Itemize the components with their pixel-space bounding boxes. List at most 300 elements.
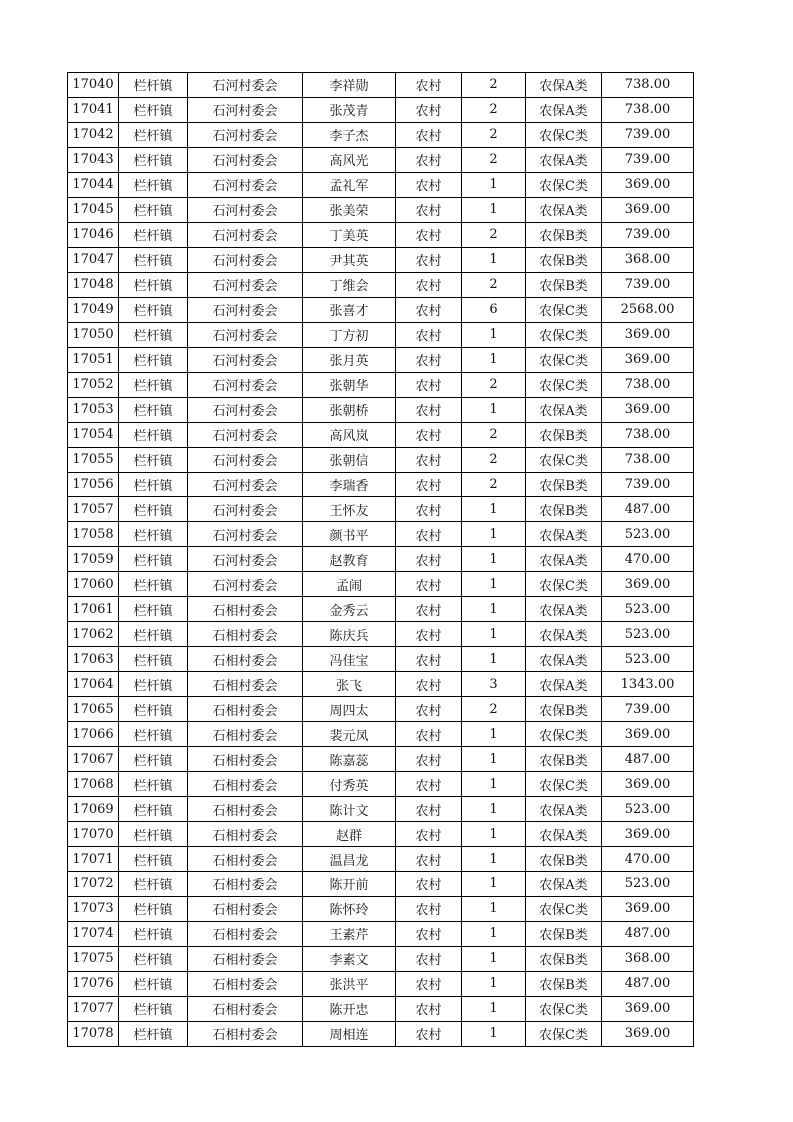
member-count-cell: 1 <box>462 322 526 347</box>
village-committee-cell: 石河村委会 <box>188 222 303 247</box>
insurance-class-cell: 农保B类 <box>526 747 602 772</box>
amount-cell: 369.00 <box>602 772 694 797</box>
person-name-cell: 尹其英 <box>303 247 396 272</box>
household-type-cell: 农村 <box>396 697 462 722</box>
town-cell: 栏杆镇 <box>119 697 188 722</box>
member-count-cell: 1 <box>462 822 526 847</box>
record-id-cell: 17056 <box>68 472 119 497</box>
village-committee-cell: 石相村委会 <box>188 597 303 622</box>
member-count-cell: 1 <box>462 722 526 747</box>
insurance-class-cell: 农保C类 <box>526 322 602 347</box>
record-id-cell: 17043 <box>68 147 119 172</box>
table-row <box>68 1021 694 1046</box>
record-id-cell: 17048 <box>68 272 119 297</box>
person-name-cell: 高风岚 <box>303 422 396 447</box>
table-row <box>68 497 694 522</box>
village-committee-cell: 石河村委会 <box>188 522 303 547</box>
amount-cell: 369.00 <box>602 322 694 347</box>
person-name-cell: 张朝信 <box>303 447 396 472</box>
insurance-class-cell: 农保C类 <box>526 996 602 1021</box>
table-row <box>68 971 694 996</box>
amount-cell: 739.00 <box>602 122 694 147</box>
record-id-cell: 17063 <box>68 647 119 672</box>
insurance-class-cell: 农保C类 <box>526 172 602 197</box>
village-committee-cell: 石河村委会 <box>188 272 303 297</box>
person-name-cell: 丁方初 <box>303 322 396 347</box>
amount-cell: 487.00 <box>602 971 694 996</box>
amount-cell: 470.00 <box>602 547 694 572</box>
town-cell: 栏杆镇 <box>119 672 188 697</box>
amount-cell: 739.00 <box>602 697 694 722</box>
insurance-class-cell: 农保C类 <box>526 447 602 472</box>
person-name-cell: 孟礼军 <box>303 172 396 197</box>
village-committee-cell: 石相村委会 <box>188 847 303 872</box>
insurance-class-cell: 农保C类 <box>526 722 602 747</box>
town-cell: 栏杆镇 <box>119 472 188 497</box>
record-id-cell: 17053 <box>68 397 119 422</box>
village-committee-cell: 石河村委会 <box>188 322 303 347</box>
member-count-cell: 2 <box>462 472 526 497</box>
record-id-cell: 17062 <box>68 622 119 647</box>
person-name-cell: 李素文 <box>303 946 396 971</box>
member-count-cell: 2 <box>462 122 526 147</box>
person-name-cell: 裴元凤 <box>303 722 396 747</box>
village-committee-cell: 石相村委会 <box>188 896 303 921</box>
household-type-cell: 农村 <box>396 247 462 272</box>
table-row <box>68 872 694 897</box>
member-count-cell: 1 <box>462 971 526 996</box>
insurance-class-cell: 农保A类 <box>526 797 602 822</box>
member-count-cell: 1 <box>462 522 526 547</box>
table-row <box>68 697 694 722</box>
insurance-class-cell: 农保A类 <box>526 547 602 572</box>
household-type-cell: 农村 <box>396 672 462 697</box>
member-count-cell: 2 <box>462 447 526 472</box>
record-id-cell: 17060 <box>68 572 119 597</box>
household-type-cell: 农村 <box>396 896 462 921</box>
table-row <box>68 996 694 1021</box>
household-type-cell: 农村 <box>396 372 462 397</box>
town-cell: 栏杆镇 <box>119 971 188 996</box>
person-name-cell: 陈开前 <box>303 872 396 897</box>
record-id-cell: 17077 <box>68 996 119 1021</box>
person-name-cell: 陈计文 <box>303 797 396 822</box>
insurance-class-cell: 农保C类 <box>526 297 602 322</box>
household-type-cell: 农村 <box>396 497 462 522</box>
amount-cell: 470.00 <box>602 847 694 872</box>
table-row <box>68 172 694 197</box>
town-cell: 栏杆镇 <box>119 447 188 472</box>
village-committee-cell: 石河村委会 <box>188 572 303 597</box>
record-id-cell: 17059 <box>68 547 119 572</box>
record-id-cell: 17046 <box>68 222 119 247</box>
table-row <box>68 422 694 447</box>
record-id-cell: 17073 <box>68 896 119 921</box>
member-count-cell: 1 <box>462 872 526 897</box>
table-row <box>68 547 694 572</box>
town-cell: 栏杆镇 <box>119 622 188 647</box>
village-committee-cell: 石河村委会 <box>188 497 303 522</box>
amount-cell: 487.00 <box>602 747 694 772</box>
village-committee-cell: 石相村委会 <box>188 822 303 847</box>
person-name-cell: 陈嘉蕊 <box>303 747 396 772</box>
household-type-cell: 农村 <box>396 522 462 547</box>
village-committee-cell: 石相村委会 <box>188 872 303 897</box>
person-name-cell: 张朝华 <box>303 372 396 397</box>
record-id-cell: 17066 <box>68 722 119 747</box>
village-committee-cell: 石相村委会 <box>188 921 303 946</box>
town-cell: 栏杆镇 <box>119 996 188 1021</box>
record-id-cell: 17065 <box>68 697 119 722</box>
village-committee-cell: 石河村委会 <box>188 297 303 322</box>
village-committee-cell: 石河村委会 <box>188 397 303 422</box>
record-id-cell: 17061 <box>68 597 119 622</box>
member-count-cell: 1 <box>462 647 526 672</box>
record-id-cell: 17050 <box>68 322 119 347</box>
household-type-cell: 农村 <box>396 222 462 247</box>
table-row <box>68 197 694 222</box>
household-type-cell: 农村 <box>396 597 462 622</box>
household-type-cell: 农村 <box>396 297 462 322</box>
village-committee-cell: 石河村委会 <box>188 472 303 497</box>
village-committee-cell: 石相村委会 <box>188 647 303 672</box>
village-committee-cell: 石河村委会 <box>188 73 303 98</box>
insurance-class-cell: 农保B类 <box>526 272 602 297</box>
table-row <box>68 447 694 472</box>
town-cell: 栏杆镇 <box>119 272 188 297</box>
town-cell: 栏杆镇 <box>119 397 188 422</box>
town-cell: 栏杆镇 <box>119 372 188 397</box>
member-count-cell: 1 <box>462 597 526 622</box>
town-cell: 栏杆镇 <box>119 347 188 372</box>
amount-cell: 739.00 <box>602 272 694 297</box>
amount-cell: 523.00 <box>602 872 694 897</box>
person-name-cell: 丁维会 <box>303 272 396 297</box>
table-row <box>68 896 694 921</box>
member-count-cell: 1 <box>462 572 526 597</box>
household-type-cell: 农村 <box>396 122 462 147</box>
town-cell: 栏杆镇 <box>119 822 188 847</box>
record-id-cell: 17054 <box>68 422 119 447</box>
insurance-class-cell: 农保A类 <box>526 647 602 672</box>
amount-cell: 739.00 <box>602 222 694 247</box>
town-cell: 栏杆镇 <box>119 747 188 772</box>
household-type-cell: 农村 <box>396 97 462 122</box>
insurance-class-cell: 农保A类 <box>526 197 602 222</box>
household-type-cell: 农村 <box>396 847 462 872</box>
village-committee-cell: 石相村委会 <box>188 971 303 996</box>
town-cell: 栏杆镇 <box>119 322 188 347</box>
household-type-cell: 农村 <box>396 822 462 847</box>
table-body <box>68 73 694 1047</box>
amount-cell: 369.00 <box>602 397 694 422</box>
record-id-cell: 17055 <box>68 447 119 472</box>
insurance-class-cell: 农保C类 <box>526 372 602 397</box>
member-count-cell: 2 <box>462 272 526 297</box>
member-count-cell: 1 <box>462 622 526 647</box>
table-row <box>68 247 694 272</box>
household-type-cell: 农村 <box>396 772 462 797</box>
table-row <box>68 322 694 347</box>
insurance-class-cell: 农保A类 <box>526 622 602 647</box>
household-type-cell: 农村 <box>396 73 462 98</box>
person-name-cell: 李瑞香 <box>303 472 396 497</box>
amount-cell: 368.00 <box>602 946 694 971</box>
member-count-cell: 2 <box>462 73 526 98</box>
insurance-class-cell: 农保B类 <box>526 946 602 971</box>
person-name-cell: 陈庆兵 <box>303 622 396 647</box>
member-count-cell: 1 <box>462 397 526 422</box>
record-id-cell: 17070 <box>68 822 119 847</box>
person-name-cell: 张美荣 <box>303 197 396 222</box>
amount-cell: 369.00 <box>602 197 694 222</box>
member-count-cell: 1 <box>462 747 526 772</box>
village-committee-cell: 石相村委会 <box>188 1021 303 1046</box>
table-row <box>68 797 694 822</box>
town-cell: 栏杆镇 <box>119 772 188 797</box>
household-type-cell: 农村 <box>396 722 462 747</box>
table-row <box>68 347 694 372</box>
table-row <box>68 397 694 422</box>
record-id-cell: 17064 <box>68 672 119 697</box>
town-cell: 栏杆镇 <box>119 172 188 197</box>
insurance-class-cell: 农保C类 <box>526 572 602 597</box>
table-row <box>68 97 694 122</box>
table-row <box>68 122 694 147</box>
table-row <box>68 472 694 497</box>
amount-cell: 369.00 <box>602 172 694 197</box>
household-type-cell: 农村 <box>396 147 462 172</box>
village-committee-cell: 石河村委会 <box>188 347 303 372</box>
town-cell: 栏杆镇 <box>119 847 188 872</box>
member-count-cell: 1 <box>462 547 526 572</box>
village-committee-cell: 石河村委会 <box>188 122 303 147</box>
amount-cell: 738.00 <box>602 447 694 472</box>
records-table <box>67 72 694 1047</box>
town-cell: 栏杆镇 <box>119 122 188 147</box>
amount-cell: 369.00 <box>602 822 694 847</box>
village-committee-cell: 石相村委会 <box>188 996 303 1021</box>
household-type-cell: 农村 <box>396 872 462 897</box>
village-committee-cell: 石河村委会 <box>188 197 303 222</box>
table-row <box>68 747 694 772</box>
record-id-cell: 17071 <box>68 847 119 872</box>
member-count-cell: 1 <box>462 996 526 1021</box>
town-cell: 栏杆镇 <box>119 222 188 247</box>
table-row <box>68 847 694 872</box>
amount-cell: 487.00 <box>602 921 694 946</box>
person-name-cell: 陈怀玲 <box>303 896 396 921</box>
record-id-cell: 17072 <box>68 872 119 897</box>
insurance-class-cell: 农保B类 <box>526 497 602 522</box>
town-cell: 栏杆镇 <box>119 547 188 572</box>
person-name-cell: 周四太 <box>303 697 396 722</box>
household-type-cell: 农村 <box>396 197 462 222</box>
member-count-cell: 1 <box>462 172 526 197</box>
household-type-cell: 农村 <box>396 946 462 971</box>
table-row <box>68 522 694 547</box>
record-id-cell: 17069 <box>68 797 119 822</box>
table-row <box>68 647 694 672</box>
amount-cell: 738.00 <box>602 372 694 397</box>
village-committee-cell: 石相村委会 <box>188 747 303 772</box>
table-row <box>68 572 694 597</box>
table-row <box>68 597 694 622</box>
town-cell: 栏杆镇 <box>119 797 188 822</box>
household-type-cell: 农村 <box>396 472 462 497</box>
record-id-cell: 17068 <box>68 772 119 797</box>
insurance-class-cell: 农保B类 <box>526 971 602 996</box>
town-cell: 栏杆镇 <box>119 522 188 547</box>
record-id-cell: 17078 <box>68 1021 119 1046</box>
table-row <box>68 772 694 797</box>
person-name-cell: 王素芹 <box>303 921 396 946</box>
person-name-cell: 李祥勋 <box>303 73 396 98</box>
insurance-class-cell: 农保C类 <box>526 1021 602 1046</box>
record-id-cell: 17058 <box>68 522 119 547</box>
household-type-cell: 农村 <box>396 747 462 772</box>
table-row <box>68 222 694 247</box>
town-cell: 栏杆镇 <box>119 722 188 747</box>
record-id-cell: 17051 <box>68 347 119 372</box>
member-count-cell: 2 <box>462 222 526 247</box>
town-cell: 栏杆镇 <box>119 647 188 672</box>
town-cell: 栏杆镇 <box>119 896 188 921</box>
amount-cell: 523.00 <box>602 797 694 822</box>
record-id-cell: 17074 <box>68 921 119 946</box>
town-cell: 栏杆镇 <box>119 872 188 897</box>
town-cell: 栏杆镇 <box>119 1021 188 1046</box>
household-type-cell: 农村 <box>396 921 462 946</box>
record-id-cell: 17041 <box>68 97 119 122</box>
person-name-cell: 温昌龙 <box>303 847 396 872</box>
insurance-class-cell: 农保B类 <box>526 847 602 872</box>
member-count-cell: 1 <box>462 921 526 946</box>
insurance-class-cell: 农保C类 <box>526 347 602 372</box>
town-cell: 栏杆镇 <box>119 247 188 272</box>
record-id-cell: 17044 <box>68 172 119 197</box>
amount-cell: 738.00 <box>602 73 694 98</box>
household-type-cell: 农村 <box>396 272 462 297</box>
member-count-cell: 1 <box>462 197 526 222</box>
record-id-cell: 17042 <box>68 122 119 147</box>
village-committee-cell: 石河村委会 <box>188 547 303 572</box>
record-id-cell: 17076 <box>68 971 119 996</box>
household-type-cell: 农村 <box>396 971 462 996</box>
amount-cell: 523.00 <box>602 522 694 547</box>
amount-cell: 523.00 <box>602 597 694 622</box>
insurance-class-cell: 农保B类 <box>526 697 602 722</box>
household-type-cell: 农村 <box>396 447 462 472</box>
amount-cell: 738.00 <box>602 422 694 447</box>
town-cell: 栏杆镇 <box>119 946 188 971</box>
person-name-cell: 周相连 <box>303 1021 396 1046</box>
village-committee-cell: 石河村委会 <box>188 147 303 172</box>
town-cell: 栏杆镇 <box>119 197 188 222</box>
amount-cell: 523.00 <box>602 647 694 672</box>
table-row <box>68 73 694 98</box>
table-row <box>68 372 694 397</box>
person-name-cell: 张月英 <box>303 347 396 372</box>
table-row <box>68 272 694 297</box>
member-count-cell: 3 <box>462 672 526 697</box>
household-type-cell: 农村 <box>396 547 462 572</box>
household-type-cell: 农村 <box>396 622 462 647</box>
amount-cell: 739.00 <box>602 472 694 497</box>
member-count-cell: 2 <box>462 422 526 447</box>
person-name-cell: 金秀云 <box>303 597 396 622</box>
member-count-cell: 1 <box>462 497 526 522</box>
town-cell: 栏杆镇 <box>119 921 188 946</box>
insurance-class-cell: 农保C类 <box>526 772 602 797</box>
person-name-cell: 赵群 <box>303 822 396 847</box>
household-type-cell: 农村 <box>396 996 462 1021</box>
insurance-class-cell: 农保B类 <box>526 422 602 447</box>
amount-cell: 738.00 <box>602 97 694 122</box>
person-name-cell: 付秀英 <box>303 772 396 797</box>
member-count-cell: 1 <box>462 1021 526 1046</box>
town-cell: 栏杆镇 <box>119 597 188 622</box>
record-id-cell: 17067 <box>68 747 119 772</box>
amount-cell: 487.00 <box>602 497 694 522</box>
member-count-cell: 2 <box>462 372 526 397</box>
person-name-cell: 张洪平 <box>303 971 396 996</box>
household-type-cell: 农村 <box>396 172 462 197</box>
amount-cell: 739.00 <box>602 147 694 172</box>
village-committee-cell: 石相村委会 <box>188 722 303 747</box>
person-name-cell: 赵教育 <box>303 547 396 572</box>
person-name-cell: 李子杰 <box>303 122 396 147</box>
insurance-class-cell: 农保A类 <box>526 672 602 697</box>
member-count-cell: 6 <box>462 297 526 322</box>
village-committee-cell: 石相村委会 <box>188 946 303 971</box>
village-committee-cell: 石河村委会 <box>188 447 303 472</box>
town-cell: 栏杆镇 <box>119 73 188 98</box>
person-name-cell: 张朝桥 <box>303 397 396 422</box>
member-count-cell: 1 <box>462 847 526 872</box>
village-committee-cell: 石相村委会 <box>188 697 303 722</box>
person-name-cell: 丁美英 <box>303 222 396 247</box>
person-name-cell: 张飞 <box>303 672 396 697</box>
village-committee-cell: 石河村委会 <box>188 97 303 122</box>
household-type-cell: 农村 <box>396 422 462 447</box>
table-row <box>68 297 694 322</box>
member-count-cell: 2 <box>462 147 526 172</box>
record-id-cell: 17052 <box>68 372 119 397</box>
household-type-cell: 农村 <box>396 797 462 822</box>
person-name-cell: 张喜才 <box>303 297 396 322</box>
amount-cell: 369.00 <box>602 1021 694 1046</box>
person-name-cell: 颜书平 <box>303 522 396 547</box>
insurance-class-cell: 农保A类 <box>526 822 602 847</box>
member-count-cell: 1 <box>462 347 526 372</box>
household-type-cell: 农村 <box>396 347 462 372</box>
insurance-class-cell: 农保B类 <box>526 472 602 497</box>
insurance-class-cell: 农保A类 <box>526 147 602 172</box>
town-cell: 栏杆镇 <box>119 497 188 522</box>
member-count-cell: 1 <box>462 247 526 272</box>
record-id-cell: 17040 <box>68 73 119 98</box>
village-committee-cell: 石相村委会 <box>188 772 303 797</box>
town-cell: 栏杆镇 <box>119 147 188 172</box>
household-type-cell: 农村 <box>396 397 462 422</box>
household-type-cell: 农村 <box>396 572 462 597</box>
village-committee-cell: 石相村委会 <box>188 797 303 822</box>
table-row <box>68 147 694 172</box>
amount-cell: 369.00 <box>602 722 694 747</box>
village-committee-cell: 石相村委会 <box>188 672 303 697</box>
amount-cell: 2568.00 <box>602 297 694 322</box>
